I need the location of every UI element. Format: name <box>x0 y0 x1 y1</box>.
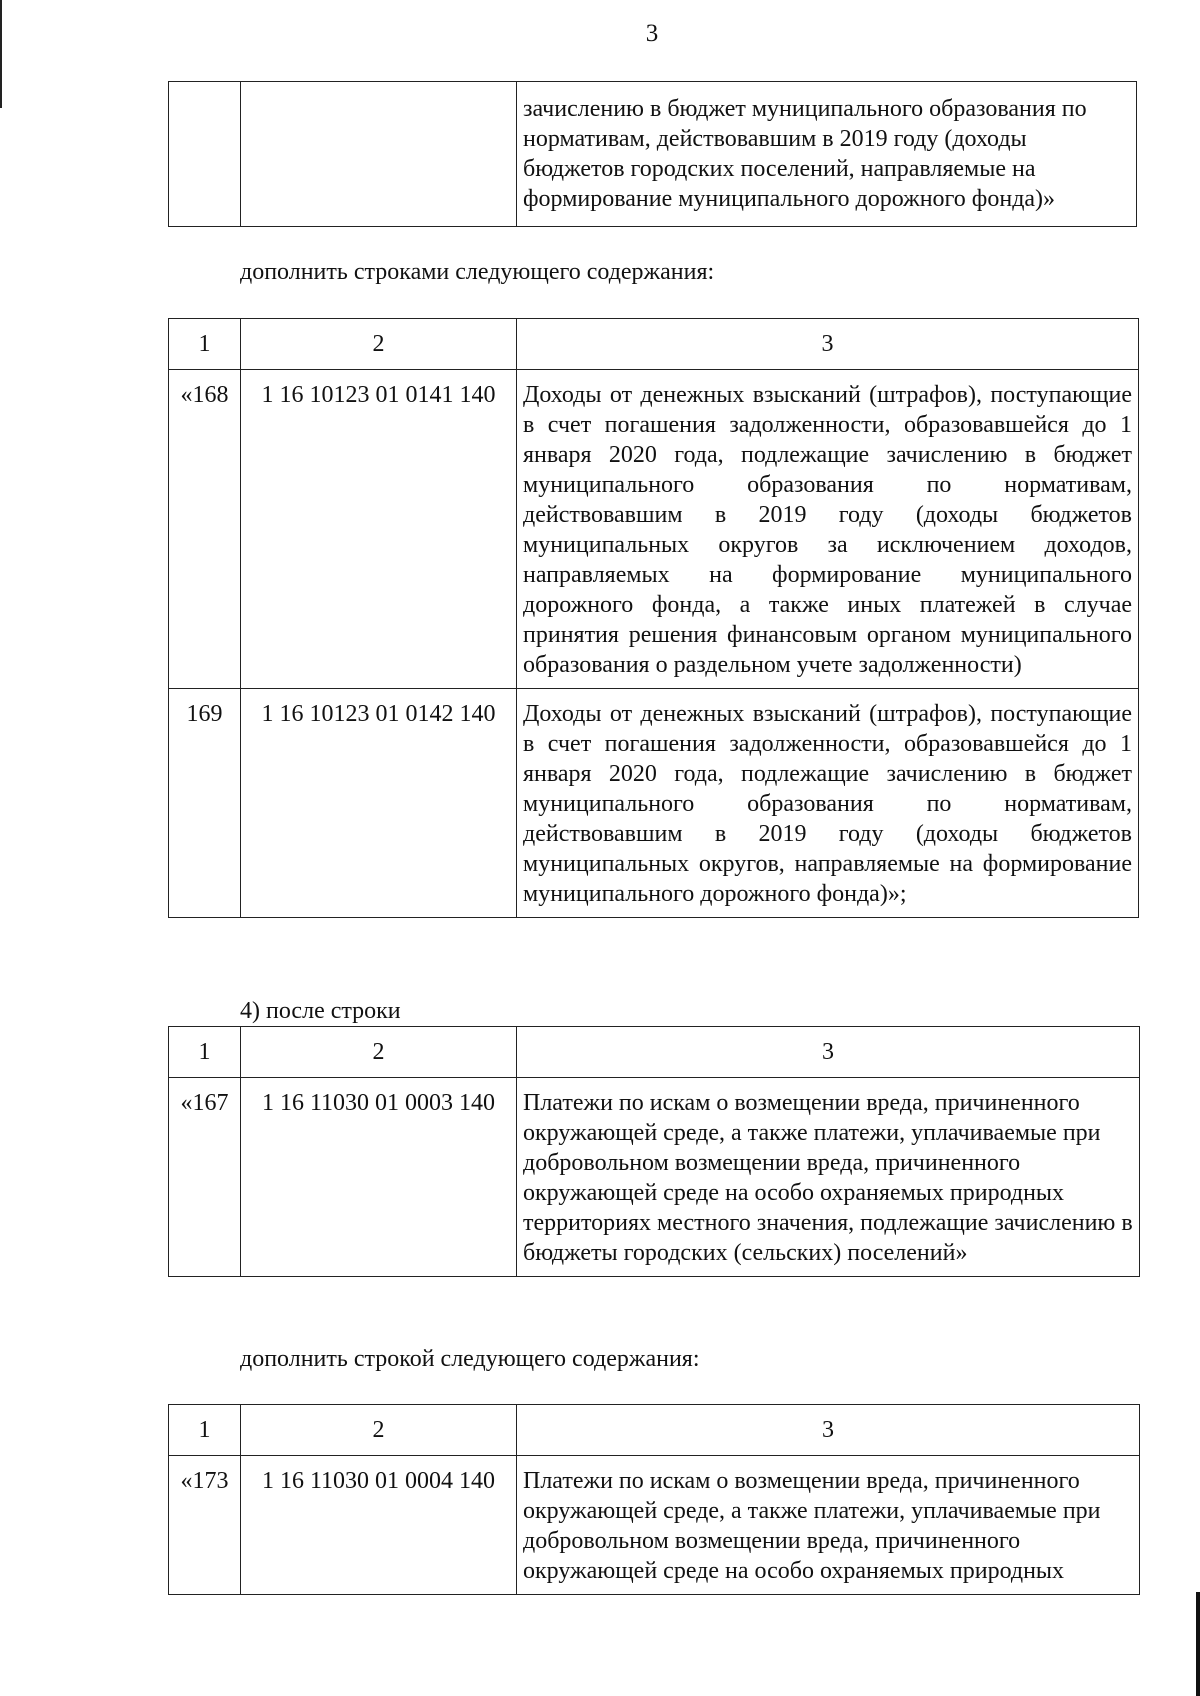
row-number: 169 <box>169 689 241 918</box>
table-header-row <box>169 1405 1140 1456</box>
scan-edge-mark <box>0 0 2 108</box>
column-header-2: 2 <box>241 319 517 370</box>
table-header-row <box>169 1027 1140 1078</box>
column-header-2: 2 <box>241 1405 517 1456</box>
column-header-1: 1 <box>169 319 241 370</box>
row-code <box>241 82 517 227</box>
table-additions <box>168 318 1139 918</box>
row-description: Платежи по искам о возмещении вреда, причиненного окружающей среде, а также платежи, уплачиваемые при добровольном возмещении вреда, причиненного окружающей среде на особо охраняемых природных <box>517 1456 1140 1595</box>
row-number: «168 <box>169 370 241 689</box>
paragraph: дополнить строкой следующего содержания: <box>240 1346 700 1372</box>
table-continuation <box>168 81 1137 227</box>
table-row <box>169 1078 1140 1277</box>
table-row <box>169 370 1139 689</box>
paragraph: дополнить строками следующего содержания: <box>240 259 715 285</box>
table-after-row <box>168 1026 1140 1277</box>
table-row <box>169 82 1137 227</box>
table-row <box>169 689 1139 918</box>
column-header-1: 1 <box>169 1027 241 1078</box>
row-code: 1 16 11030 01 0003 140 <box>241 1078 517 1277</box>
scan-edge-mark <box>1196 1592 1200 1696</box>
column-header-1: 1 <box>169 1405 241 1456</box>
row-description: Платежи по искам о возмещении вреда, причиненного окружающей среде, а также платежи, уплачиваемые при добровольном возмещении вреда, причиненного окружающей среде на особо охраняемых природных территориях местного значения, подлежащие зачислению в бюджеты городских (сельских) поселений» <box>517 1078 1140 1277</box>
column-header-3: 3 <box>517 1405 1140 1456</box>
row-code: 1 16 11030 01 0004 140 <box>241 1456 517 1595</box>
column-header-3: 3 <box>517 319 1139 370</box>
table-row <box>169 1456 1140 1595</box>
row-code: 1 16 10123 01 0142 140 <box>241 689 517 918</box>
row-description: Доходы от денежных взысканий (штрафов), поступающие в счет погашения задолженности, образовавшейся до 1 января 2020 года, подлежащие зачислению в бюджет муниципального образования по нормативам, действовавшим в 2019 году (доходы бюджетов муниципальных округов, направляемые на формирование муниципального дорожного фонда)»; <box>517 689 1139 918</box>
table-header-row <box>169 319 1139 370</box>
row-description: зачислению в бюджет муниципального образования по нормативам, действовавшим в 2019 году (доходы бюджетов городских поселений, направляемые на формирование муниципального дорожного фонда)» <box>517 82 1137 227</box>
row-description: Доходы от денежных взысканий (штрафов), поступающие в счет погашения задолженности, образовавшейся до 1 января 2020 года, подлежащие зачислению в бюджет муниципального образования по нормативам, действовавшим в 2019 году (доходы бюджетов муниципальных округов за исключением доходов, направляемых на формирование муниципального дорожного фонда, а также иных платежей в случае принятия решения финансовым органом муниципального образования о раздельном учете задолженности) <box>517 370 1139 689</box>
row-number <box>169 82 241 227</box>
paragraph: 4) после строки <box>240 998 401 1024</box>
row-number: «173 <box>169 1456 241 1595</box>
page-number: 3 <box>645 20 659 47</box>
row-number: «167 <box>169 1078 241 1277</box>
column-header-3: 3 <box>517 1027 1140 1078</box>
column-header-2: 2 <box>241 1027 517 1078</box>
row-code: 1 16 10123 01 0141 140 <box>241 370 517 689</box>
table-addition-single <box>168 1404 1140 1595</box>
